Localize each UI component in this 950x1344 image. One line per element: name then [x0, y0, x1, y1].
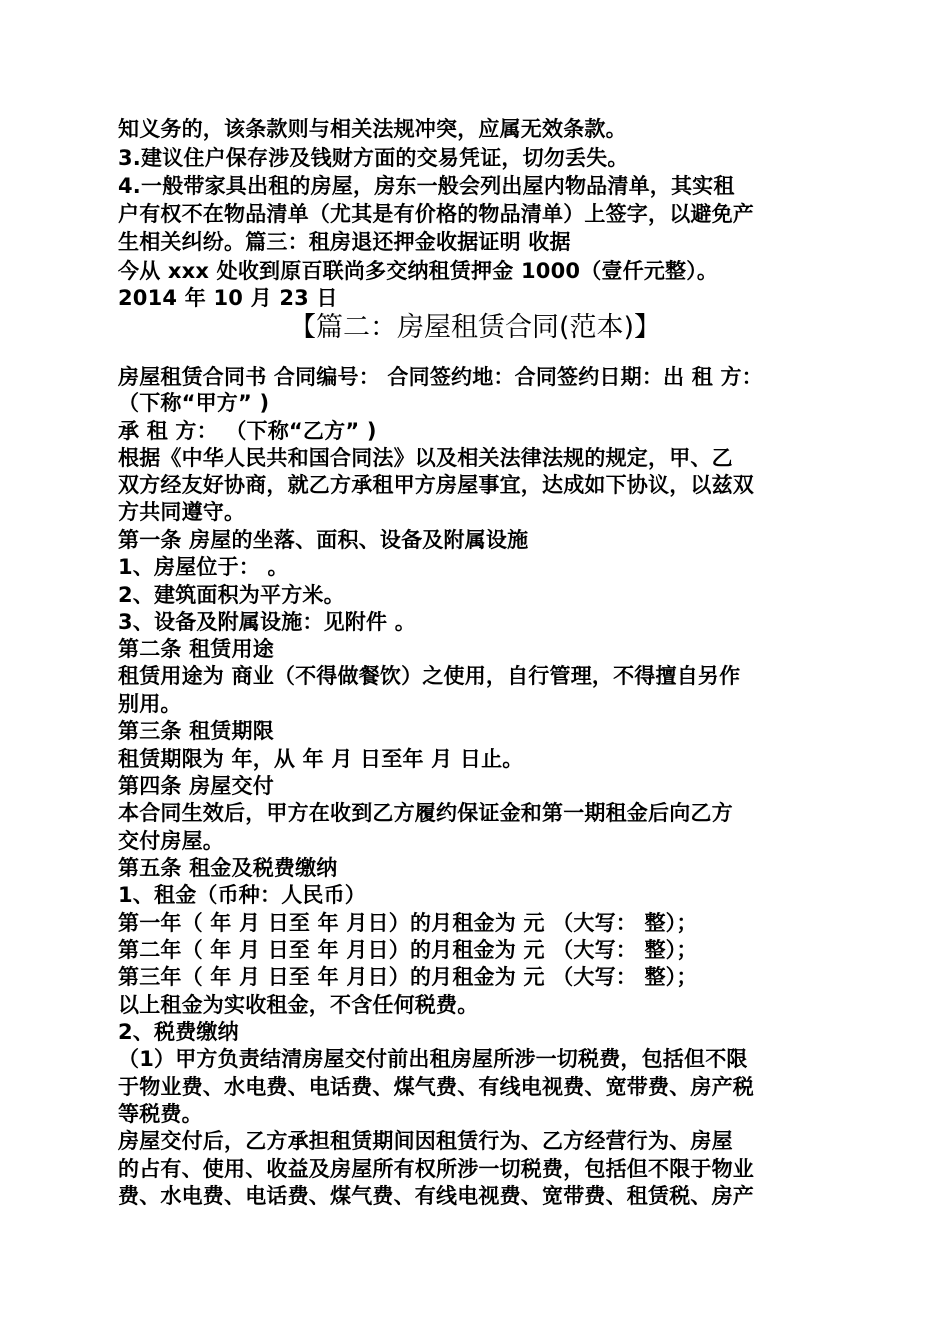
text-line: （1）甲方负责结清房屋交付前出租房屋所涉一切税费，包括但不限	[118, 1047, 748, 1071]
text-line: 房屋租赁合同书 合同编号： 合同签约地：合同签约日期：出 租 方：	[118, 365, 763, 389]
text-line: 今从 xxx 处收到原百联尚多交纳租赁押金 1000（壹仟元整）。	[118, 259, 719, 283]
text-line: 4.一般带家具出租的房屋，房东一般会列出屋内物品清单，其实租	[118, 174, 735, 198]
date-line: 2014 年 10 月 23 日	[118, 286, 338, 310]
section-title: 【篇二：房屋租赁合同(范本)】	[288, 312, 662, 343]
text-line: 生相关纠纷。篇三：租房退还押金收据证明 收据	[118, 230, 571, 254]
text-line: 3、设备及附属设施：见附件 。	[118, 610, 416, 634]
text-line: 2、税费缴纳	[118, 1020, 239, 1044]
article-heading: 第一条 房屋的坐落、面积、设备及附属设施	[118, 528, 529, 552]
text-line: 的占有、使用、收益及房屋所有权所涉一切税费，包括但不限于物业	[118, 1157, 754, 1181]
rent-line: 第一年（ 年 月 日至 年 月日）的月租金为 元 （大写： 整）；	[118, 911, 698, 935]
text-line: 1、租金（币种：人民币）	[118, 883, 367, 907]
text-line: 户有权不在物品清单（尤其是有价格的物品清单）上签字，以避免产	[118, 202, 754, 226]
text-line: 本合同生效后，甲方在收到乙方履约保证金和第一期租金后向乙方	[118, 801, 733, 825]
article-heading: 第二条 租赁用途	[118, 637, 274, 661]
article-heading: 第四条 房屋交付	[118, 774, 274, 798]
text-line: （下称“甲方” )	[118, 391, 270, 415]
article-heading: 第三条 租赁期限	[118, 719, 274, 743]
rent-line: 第三年（ 年 月 日至 年 月日）的月租金为 元 （大写： 整）；	[118, 965, 698, 989]
text-line: 1、房屋位于： 。	[118, 555, 289, 579]
article-heading: 第五条 租金及税费缴纳	[118, 856, 338, 880]
text-line: 以上租金为实收租金，不含任何税费。	[118, 993, 479, 1017]
rent-line: 第二年（ 年 月 日至 年 月日）的月租金为 元 （大写： 整）；	[118, 938, 698, 962]
text-line: 费、水电费、电话费、煤气费、有线电视费、宽带费、租赁税、房产	[118, 1184, 754, 1208]
text-line: 知义务的，该条款则与相关法规冲突，应属无效条款。	[118, 117, 627, 141]
text-line: 租赁期限为 年，从 年 月 日至年 月 日止。	[118, 747, 524, 771]
text-line: 交付房屋。	[118, 829, 224, 853]
text-line: 根据《中华人民共和国合同法》以及相关法律法规的规定，甲、乙	[118, 446, 733, 470]
text-line: 双方经友好协商，就乙方承租甲方房屋事宜，达成如下协议，以兹双	[118, 473, 754, 497]
text-line: 等税费。	[118, 1102, 203, 1126]
text-line: 于物业费、水电费、电话费、煤气费、有线电视费、宽带费、房产税	[118, 1075, 754, 1099]
text-line: 2、建筑面积为平方米。	[118, 583, 345, 607]
text-line: 别用。	[118, 692, 182, 716]
text-line: 承 租 方： （下称“乙方” )	[118, 419, 377, 443]
text-line: 房屋交付后，乙方承担租赁期间因租赁行为、乙方经营行为、房屋	[118, 1129, 733, 1153]
text-line: 3.建议住户保存涉及钱财方面的交易凭证，切勿丢失。	[118, 146, 629, 170]
text-line: 方共同遵守。	[118, 500, 246, 524]
text-line: 租赁用途为 商业（不得做餐饮）之使用，自行管理，不得擅自另作	[118, 664, 741, 688]
